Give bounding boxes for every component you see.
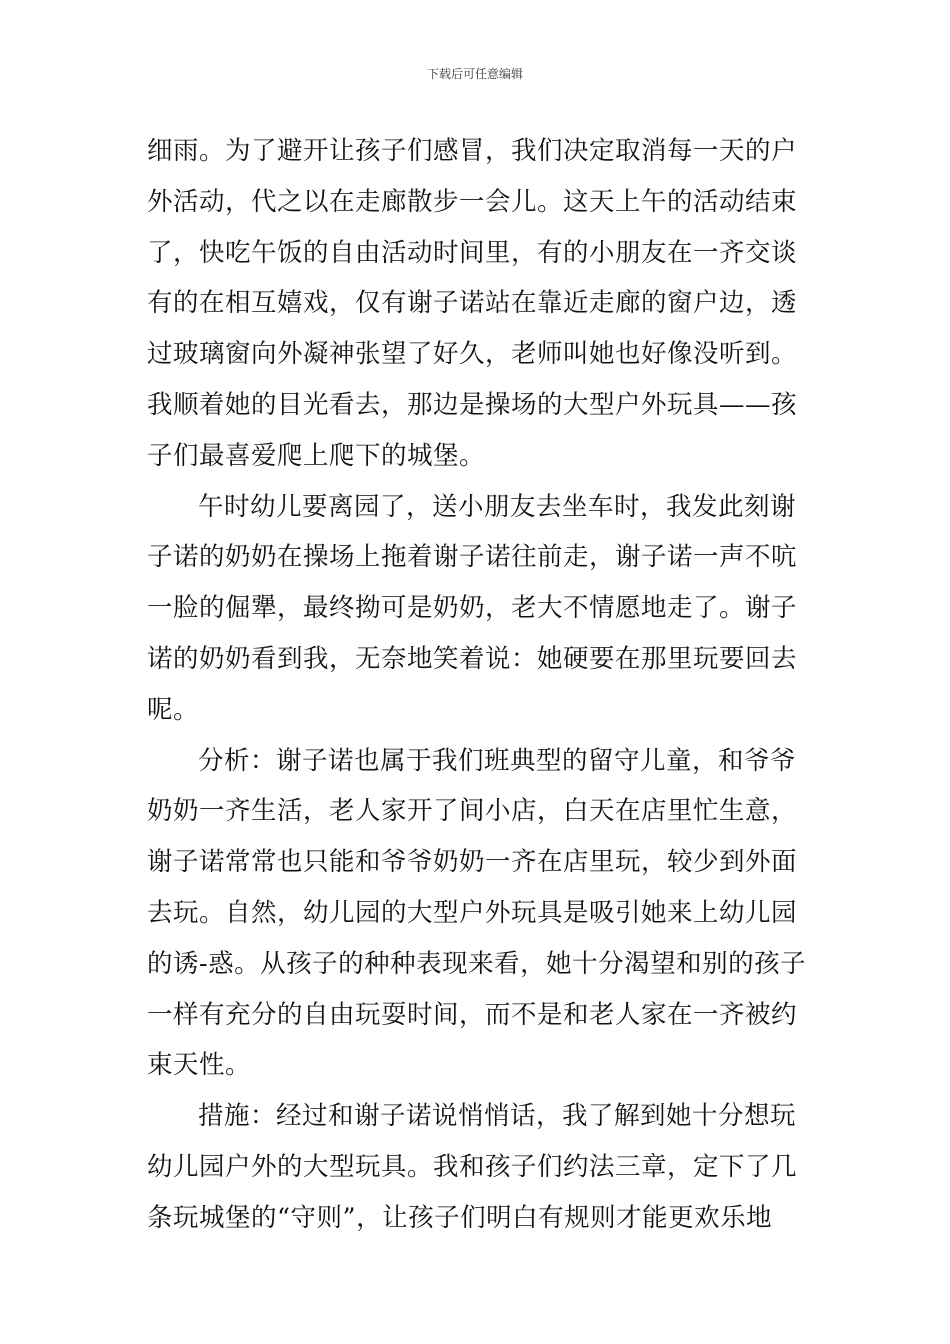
paragraph-start-line: 午时幼儿要离园了，送小朋友去坐车时，我发此刻谢	[198, 491, 797, 522]
text-line: 细雨。为了避开让孩子们感冒，我们决定取消每一天的户	[147, 136, 798, 166]
text-line: 去玩。自然，幼儿园的大型户外玩具是吸引她来上幼儿园	[147, 897, 798, 928]
text-line: 谢子诺常常也只能和爷爷奶奶一齐在店里玩，较少到外面	[147, 847, 798, 878]
text-line: 诺的奶奶看到我，无奈地笑着说：她硬要在那里玩要回去	[147, 643, 798, 674]
text-line: 的诱-惑。从孩子的种种表现来看，她十分渴望和别的孩子	[147, 948, 807, 979]
text-line: 呢。	[147, 694, 200, 725]
text-line: 幼儿园户外的大型玩具。我和孩子们约法三章，定下了几	[147, 1151, 798, 1182]
paragraph-start-line: 措施：经过和谢子诺说悄悄话，我了解到她十分想玩	[198, 1101, 797, 1132]
text-line: 有的在相互嬉戏，仅有谢子诺站在靠近走廊的窗户边，透	[147, 288, 798, 319]
text-line: 外活动，代之以在走廊散步一会儿。这天上午的活动结束	[147, 186, 798, 217]
page-header: 下载后可任意编辑	[426, 67, 523, 81]
text-line: 条玩城堡的“守则”，让孩子们明白有规则才能更欢乐地	[147, 1202, 773, 1233]
text-line: 奶奶一齐生活，老人家开了间小店，白天在店里忙生意，	[147, 796, 798, 827]
text-line: 束天性。	[147, 1050, 252, 1081]
text-line: 一样有充分的自由玩耍时间，而不是和老人家在一齐被约	[147, 999, 798, 1030]
text-line: 子诺的奶奶在操场上拖着谢子诺往前走，谢子诺一声不吭	[147, 542, 798, 573]
text-line: 一脸的倔犟，最终拗可是奶奶，老大不情愿地走了。谢子	[147, 593, 798, 624]
text-line: 过玻璃窗向外凝神张望了好久，老师叫她也好像没听到。	[147, 339, 798, 370]
text-line: 了，快吃午饭的自由活动时间里，有的小朋友在一齐交谈	[147, 237, 798, 268]
text-line: 子们最喜爱爬上爬下的城堡。	[147, 440, 486, 471]
document-body	[147, 126, 807, 1244]
text-line: 我顺着她的目光看去，那边是操场的大型户外玩具——孩	[147, 389, 798, 420]
paragraph-start-line: 分析：谢子诺也属于我们班典型的留守儿童，和爷爷	[198, 745, 797, 776]
